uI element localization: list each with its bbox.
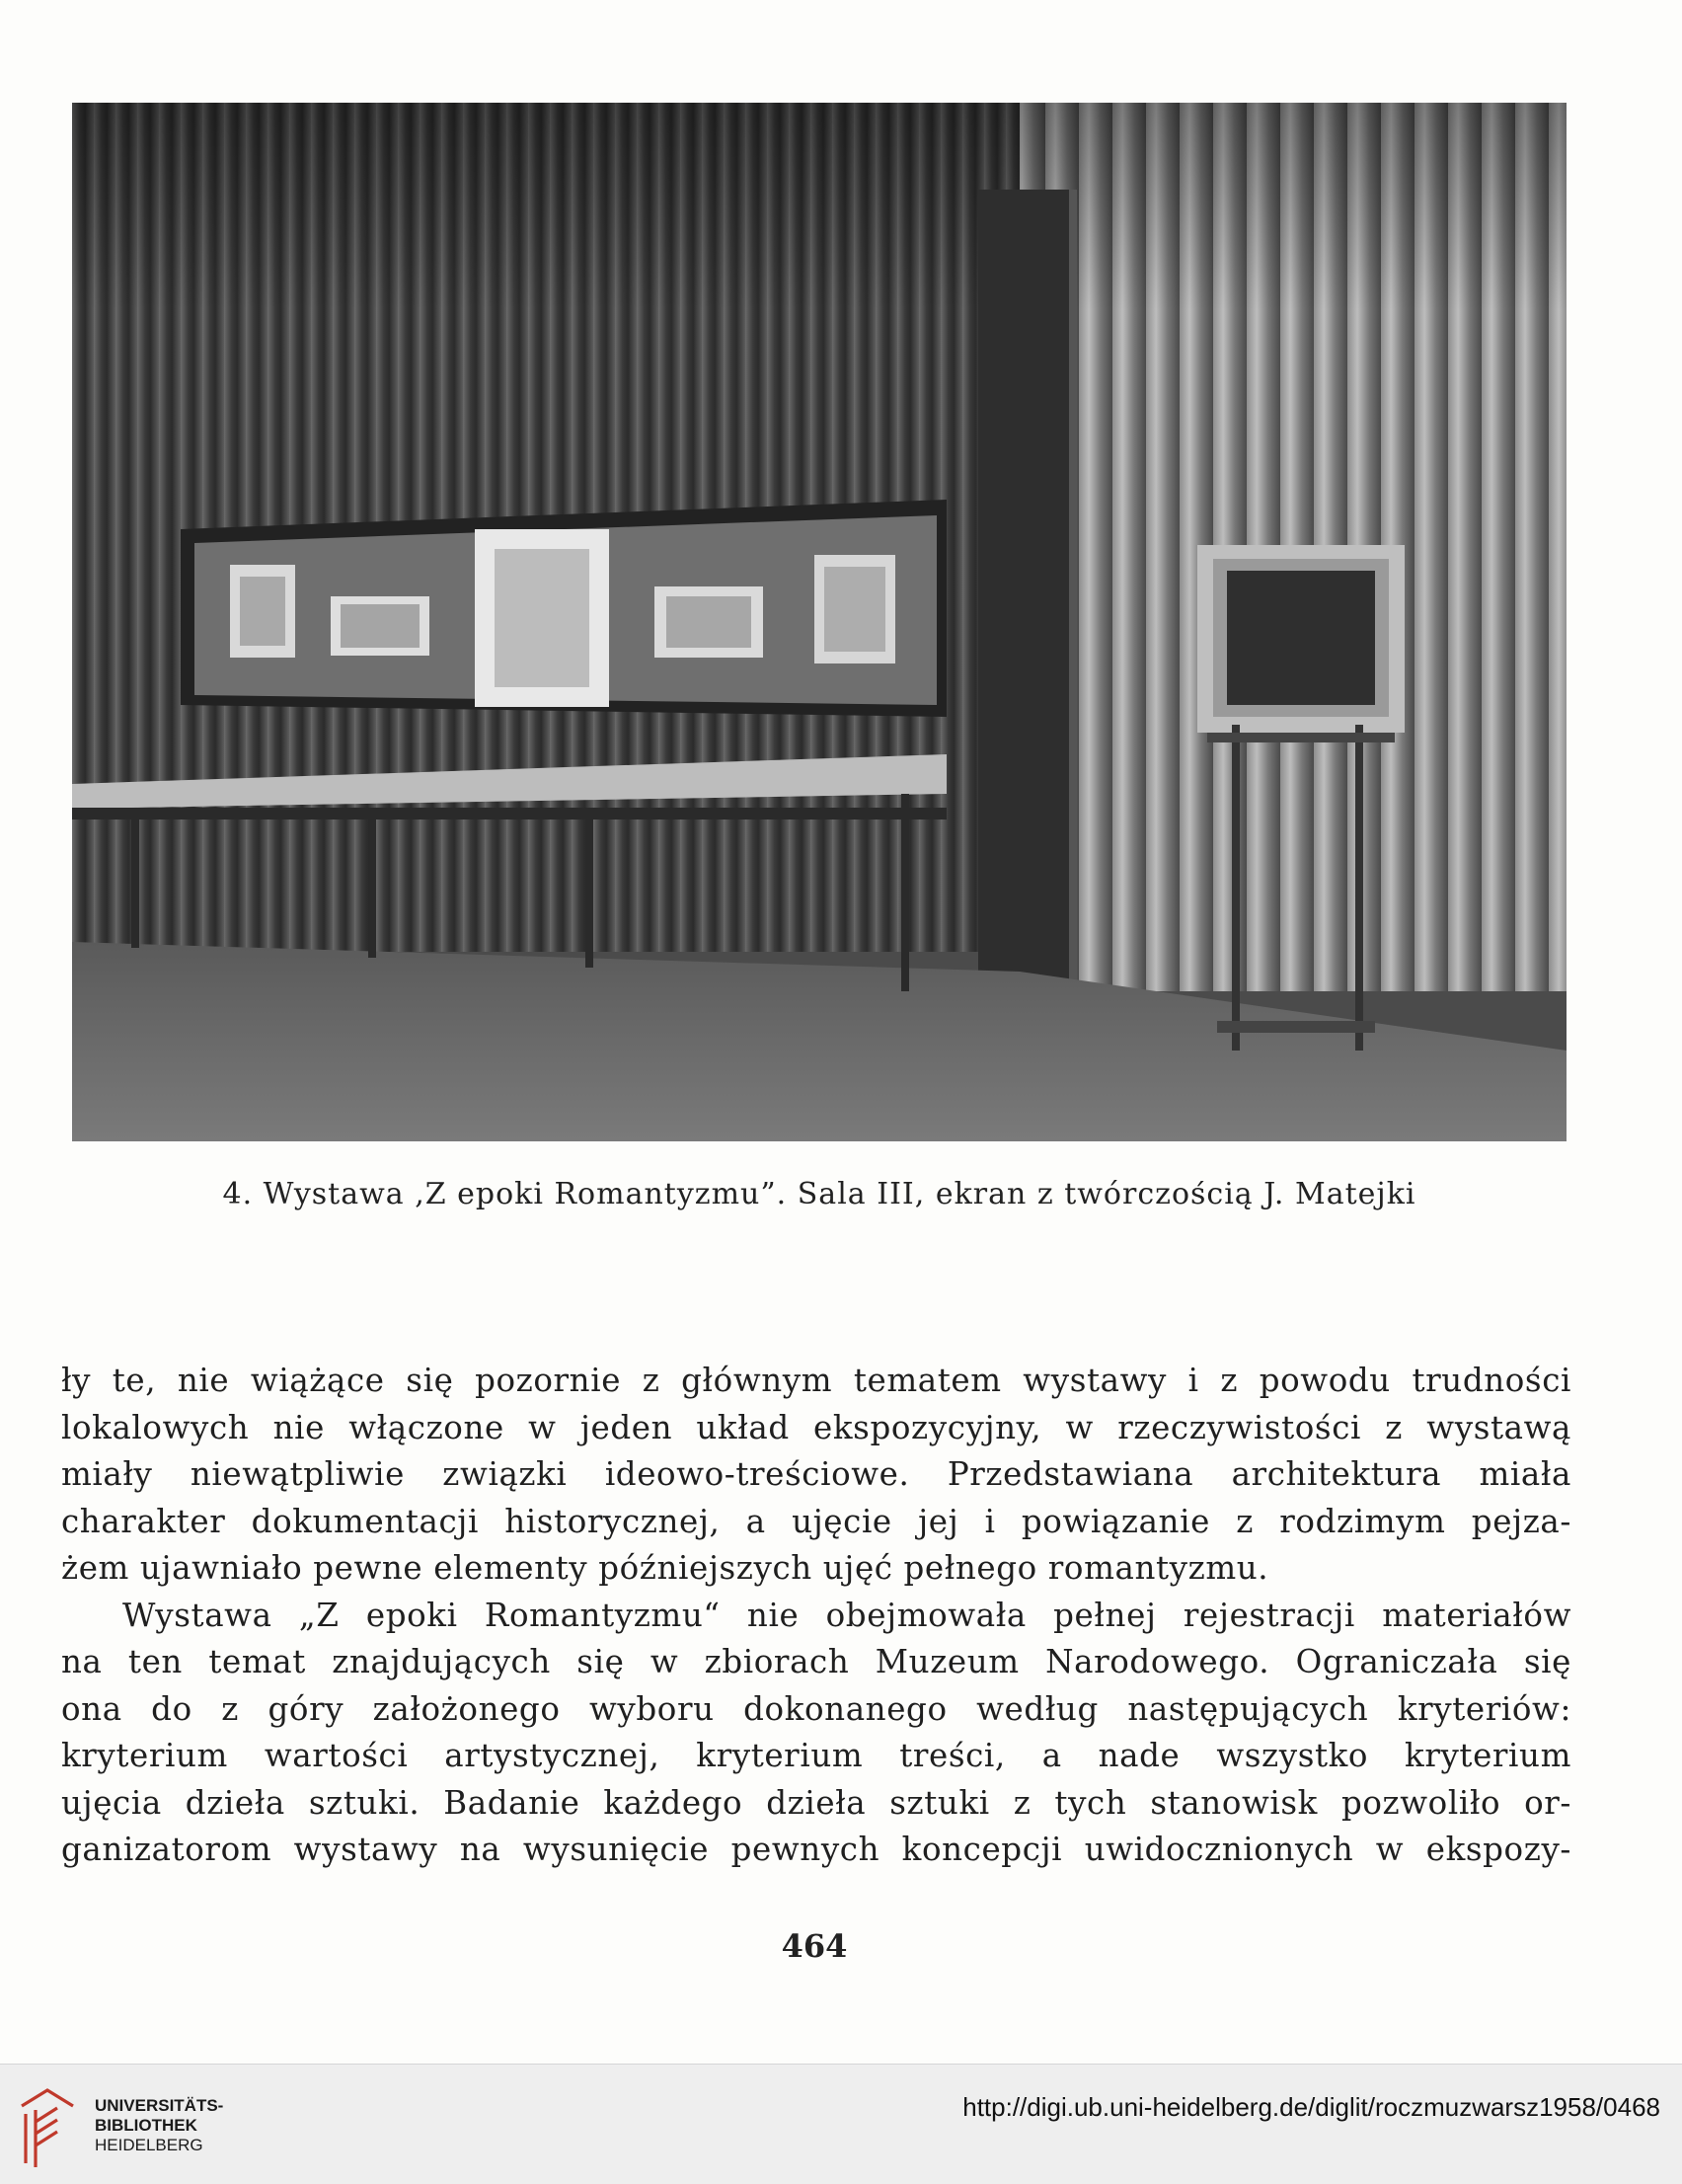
- library-name-line1: UNIVERSITÄTS-: [95, 2096, 224, 2115]
- text-line: ona do z góry założonego wyboru dokonanego według następujących kryteriów:: [61, 1689, 1571, 1728]
- text-line: miały niewątpliwie związki ideowo-treściowe. Przedstawiana architektura miała: [61, 1455, 1571, 1493]
- text-line: charakter dokumentacji historycznej, a ujęcie jej i powiązanie z rodzimym pejza-: [61, 1502, 1571, 1540]
- library-name: [95, 2096, 223, 2155]
- text-line: Wystawa „Z epoki Romantyzmu“ nie obejmowała pełnej rejestracji materiałów: [122, 1596, 1571, 1634]
- text-line: lokalowych nie włączone w jeden układ ekspozycyjny, w rzeczywistości z wystawą: [61, 1408, 1571, 1446]
- text-line: ganizatorom wystawy na wysunięcie pewnych koncepcji uwidocznionych w ekspozy-: [61, 1831, 1571, 1868]
- library-logo-icon: [16, 2084, 79, 2169]
- text-line: ujęcia dzieła sztuki. Badanie każdego dzieła sztuki z tych stanowisk pozwoliło or-: [61, 1783, 1571, 1822]
- text-line: na ten temat znajdujących się w zbiorach Muzeum Narodowego. Ograniczała się: [61, 1643, 1571, 1680]
- figure-caption: 4. Wystawa ,Z epoki Romantyzmu”. Sala III, ekran z twórczością J. Matejki: [222, 1177, 1416, 1211]
- page-number: 464: [781, 1927, 848, 1965]
- text-line: żem ujawniało pewne elementy późniejszych ujęć pełnego romantyzmu.: [61, 1549, 1269, 1587]
- text-line: kryterium wartości artystycznej, kryterium treści, a nade wszystko kryterium: [61, 1737, 1571, 1774]
- body-text: [61, 1358, 1571, 1874]
- library-footer: [0, 2064, 1682, 2184]
- exhibition-hall-image: [72, 103, 1567, 1141]
- text-line: ły te, nie wiążące się pozornie z głównym tematem wystawy i z powodu trudności: [61, 1362, 1571, 1399]
- library-name-line3: HEIDELBERG: [95, 2136, 203, 2154]
- library-name-line2: BIBLIOTHEK: [95, 2116, 197, 2135]
- exhibition-photo: [72, 103, 1567, 1141]
- permalink-url[interactable]: http://digi.ub.uni-heidelberg.de/diglit/roczmuzwarsz1958/0468: [962, 2092, 1660, 2122]
